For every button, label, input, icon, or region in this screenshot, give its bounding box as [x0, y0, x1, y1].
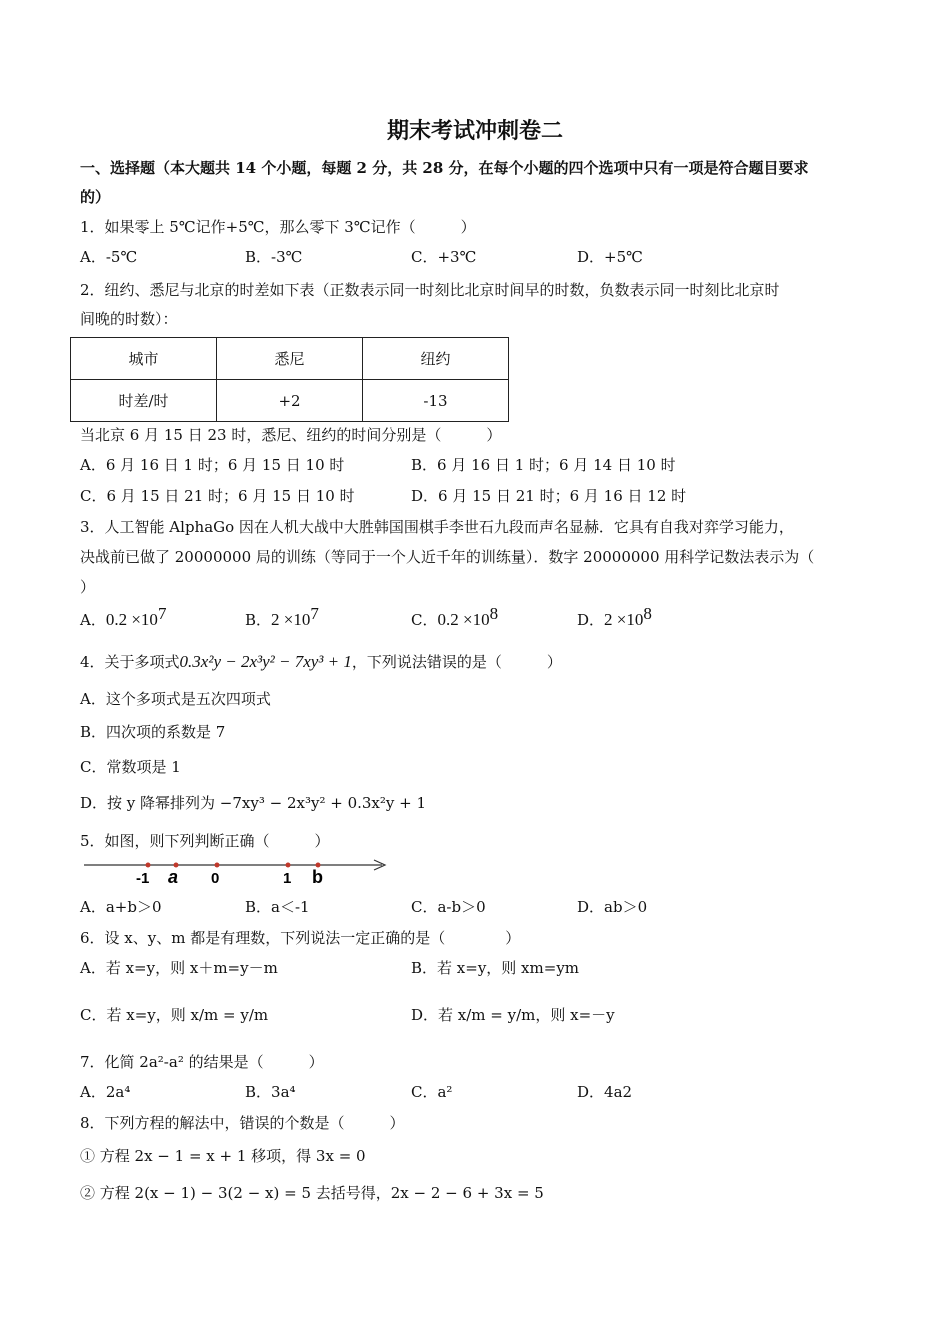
q2-option-d: D．6 月 15 日 21 时；6 月 16 日 12 时 — [411, 487, 687, 505]
question-3-stem: 3．人工智能 AlphaGo 因在人机大战中大胜韩国围棋手李世石九段而声名显赫．它具有自我对弈学习能力， — [80, 518, 794, 536]
q7-option-d: D．4a2 — [577, 1083, 633, 1101]
q8-item-1: ① 方程 2x − 1 = x + 1 移项，得 3x = 0 — [80, 1147, 366, 1165]
q6-option-b: B．若 x=y，则 xm=ym — [411, 959, 580, 977]
question-5-stem: 5．如图，则下列判断正确（ ） — [80, 832, 330, 850]
option-exponent: 7 — [310, 604, 319, 623]
tick-label: a — [168, 867, 179, 887]
tick-label: 0 — [211, 870, 220, 887]
table-cell: 纽约 — [363, 338, 509, 380]
table-cell: -13 — [363, 380, 509, 422]
table-header-row — [71, 338, 509, 380]
option-value: 0.2 ×10 — [105, 610, 158, 629]
option-value: 2 ×10 — [271, 610, 311, 629]
polynomial-expression: 0.3x²y − 2x³y² − 7xy³ + 1 — [179, 652, 352, 671]
table-cell: +2 — [217, 380, 363, 422]
q5-option-d: D．ab＞0 — [577, 898, 648, 916]
table-cell: 时差/时 — [71, 380, 217, 422]
q2-option-b: B．6 月 16 日 1 时；6 月 14 日 10 时 — [411, 456, 676, 474]
stem-prefix: 4．关于多项式 — [80, 653, 180, 671]
option-label: C． — [411, 611, 438, 629]
q5-option-c: C．a-b＞0 — [411, 898, 486, 916]
tick-point — [146, 863, 151, 868]
stem-suffix: ，下列说法错误的是（ ） — [351, 653, 562, 671]
section-heading: 一、选择题（本大题共 14 个小题，每题 2 分，共 28 分，在每个小题的四个选项中只有一项是符合题目要求 — [80, 159, 809, 177]
question-2-question: 当北京 6 月 15 日 23 时，悉尼、纽约的时间分别是（ ） — [80, 426, 502, 444]
table-row — [71, 380, 509, 422]
question-4-stem — [80, 652, 562, 672]
option-value: 2 ×10 — [604, 610, 644, 629]
option-exponent: 8 — [489, 604, 499, 623]
option-label: B． — [245, 611, 272, 629]
question-3-stem-cont: 决战前已做了 20000000 局的训练（等同于一个人近千年的训练量）．数字 20000000 用科学记数法表示为（ — [80, 548, 815, 566]
tick-label: -1 — [136, 870, 150, 887]
q4-option-d: D．按 y 降幂排列为 −7xy³ − 2x³y² + 0.3x²y + 1 — [80, 794, 427, 812]
q6-option-a: A．若 x=y，则 x＋m=y－m — [80, 959, 278, 977]
q3-option-d — [577, 604, 652, 630]
q1-option-b: B．-3℃ — [245, 248, 303, 266]
question-3-stem-end: ） — [80, 578, 96, 596]
tick-label: 1 — [283, 870, 292, 887]
q8-item-2: ② 方程 2(x − 1) − 3(2 − x) = 5 去括号得，2x − 2 − 6 + 3x = 5 — [80, 1184, 544, 1202]
tick-label: b — [312, 867, 323, 887]
option-label: A． — [80, 611, 106, 629]
table-cell: 悉尼 — [217, 338, 363, 380]
q2-option-a: A．6 月 16 日 1 时；6 月 15 日 10 时 — [80, 456, 345, 474]
q3-option-c — [411, 604, 499, 630]
question-8-stem: 8．下列方程的解法中，错误的个数是（ ） — [80, 1114, 405, 1132]
q3-option-b — [245, 604, 319, 630]
question-2-stem: 2．纽约、悉尼与北京的时差如下表（正数表示同一时刻比北京时间早的时数，负数表示同一时刻比北京时 — [80, 281, 780, 299]
q4-option-a: A．这个多项式是五次四项式 — [80, 690, 271, 708]
option-exponent: 7 — [157, 604, 167, 623]
option-label: D． — [577, 611, 605, 629]
q1-option-a: A．-5℃ — [80, 248, 138, 266]
q5-option-b: B．a＜-1 — [245, 898, 310, 916]
page-title: 期末考试冲刺卷二 — [386, 118, 563, 144]
q6-option-c: C．若 x=y，则 x/m = y/m — [80, 1006, 269, 1024]
q4-option-c: C．常数项是 1 — [80, 758, 181, 776]
question-7-stem: 7．化简 2a²-a² 的结果是（ ） — [80, 1053, 324, 1071]
q1-option-d: D．+5℃ — [577, 248, 643, 266]
question-6-stem: 6．设 x、y、m 都是有理数，下列说法一定正确的是（ ） — [80, 929, 521, 947]
tick-point — [286, 863, 291, 868]
question-1-stem: 1．如果零上 5℃记作+5℃，那么零下 3℃记作（ ） — [80, 218, 476, 236]
q5-option-a: A．a+b＞0 — [80, 898, 162, 916]
q3-option-a — [80, 604, 167, 630]
q7-option-a: A．2a⁴ — [80, 1083, 131, 1101]
option-exponent: 8 — [643, 604, 652, 623]
question-2-stem-cont: 间晚的时数）： — [80, 310, 178, 328]
number-line-figure — [80, 852, 400, 888]
table-cell: 城市 — [71, 338, 217, 380]
q7-option-b: B．3a⁴ — [245, 1083, 296, 1101]
q2-option-c: C．6 月 15 日 21 时；6 月 15 日 10 时 — [80, 487, 355, 505]
time-difference-table — [70, 337, 509, 422]
q7-option-c: C．a² — [411, 1083, 453, 1101]
option-value: 0.2 ×10 — [437, 610, 490, 629]
q6-option-d: D．若 x/m = y/m，则 x=－y — [411, 1006, 615, 1024]
tick-point — [215, 863, 220, 868]
q1-option-c: C．+3℃ — [411, 248, 477, 266]
section-heading-cont: 的） — [80, 188, 111, 206]
q4-option-b: B．四次项的系数是 7 — [80, 723, 226, 741]
